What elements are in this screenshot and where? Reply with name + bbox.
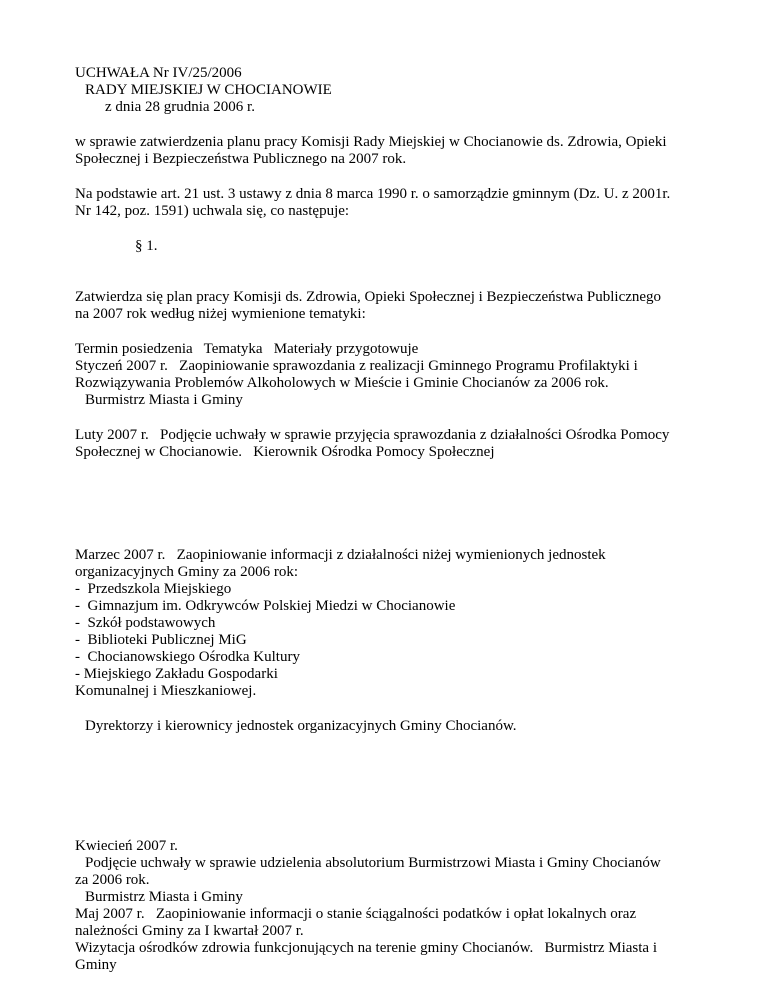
march-item: - Chocianowskiego Ośrodka Kultury (75, 649, 300, 665)
march-item: - Gimnazjum im. Odkrywców Polskiej Miedzi w Chocianowie (75, 598, 456, 614)
may-line-4: Gminy (75, 957, 117, 973)
april-line-2: Podjęcie uchwały w sprawie udzielenia absolutorium Burmistrzowi Miasta i Gminy Chocianów (85, 855, 661, 871)
approval-line-1: Zatwierdza się plan pracy Komisji ds. Zdrowia, Opieki Społecznej i Bezpieczeństwa Publicznego (75, 289, 662, 305)
subject-line-2: Społecznej i Bezpieczeństwa Publicznego na 2007 rok. (75, 151, 407, 167)
may-line-3: Wizytacja ośrodków zdrowia funkcjonujących na terenie gminy Chocianów. Burmistrz Miasta i (75, 940, 658, 956)
april-line-3: za 2006 rok. (75, 872, 150, 888)
march-line-1: Marzec 2007 r. Zaopiniowanie informacji z działalności niżej wymienionych jednostek (75, 547, 606, 563)
document-page (75, 65, 705, 974)
january-responsible: Burmistrz Miasta i Gminy (85, 392, 243, 408)
council-name: RADY MIEJSKIEJ W CHOCIANOWIE (85, 82, 332, 98)
march-item: - Przedszkola Miejskiego (75, 581, 232, 597)
resolution-date: z dnia 28 grudnia 2006 r. (105, 99, 255, 115)
section-heading: § 1. (135, 238, 158, 254)
january-line-2: Rozwiązywania Problemów Alkoholowych w Mieście i Gminie Chocianów za 2006 rok. (75, 375, 609, 391)
february-line-1: Luty 2007 r. Podjęcie uchwały w sprawie przyjęcia sprawozdania z działalności Ośrodka Pomocy (75, 427, 670, 443)
legal-basis-line-2: Nr 142, poz. 1591) uchwala się, co następuje: (75, 203, 350, 219)
march-item: - Miejskiego Zakładu Gospodarki (75, 666, 278, 682)
april-responsible: Burmistrz Miasta i Gminy (85, 889, 243, 905)
february-line-2: Społecznej w Chocianowie. Kierownik Ośrodka Pomocy Społecznej (75, 444, 495, 460)
march-responsible: Dyrektorzy i kierownicy jednostek organizacyjnych Gminy Chocianów. (85, 718, 517, 734)
table-header: Termin posiedzenia Tematyka Materiały przygotowuje (75, 341, 419, 357)
april-line-1: Kwiecień 2007 r. (75, 838, 178, 854)
march-line-2: organizacyjnych Gminy za 2006 rok: (75, 564, 298, 580)
march-item: Komunalnej i Mieszkaniowej. (75, 683, 257, 699)
resolution-number: UCHWAŁA Nr IV/25/2006 (75, 65, 242, 81)
subject-line-1: w sprawie zatwierdzenia planu pracy Komisji Rady Miejskiej w Chocianowie ds. Zdrowia, Opieki (75, 134, 667, 150)
january-line-1: Styczeń 2007 r. Zaopiniowanie sprawozdania z realizacji Gminnego Programu Profilaktyki i (75, 358, 638, 374)
approval-line-2: na 2007 rok według niżej wymienione tematyki: (75, 306, 366, 322)
march-item: - Szkół podstawowych (75, 615, 216, 631)
may-line-2: należności Gminy za I kwartał 2007 r. (75, 923, 304, 939)
may-line-1: Maj 2007 r. Zaopiniowanie informacji o stanie ściągalności podatków i opłat lokalnych oraz (75, 906, 637, 922)
march-item: - Biblioteki Publicznej MiG (75, 632, 247, 648)
legal-basis-line-1: Na podstawie art. 21 ust. 3 ustawy z dnia 8 marca 1990 r. o samorządzie gminnym (Dz. U. z 2001r. (75, 186, 671, 202)
